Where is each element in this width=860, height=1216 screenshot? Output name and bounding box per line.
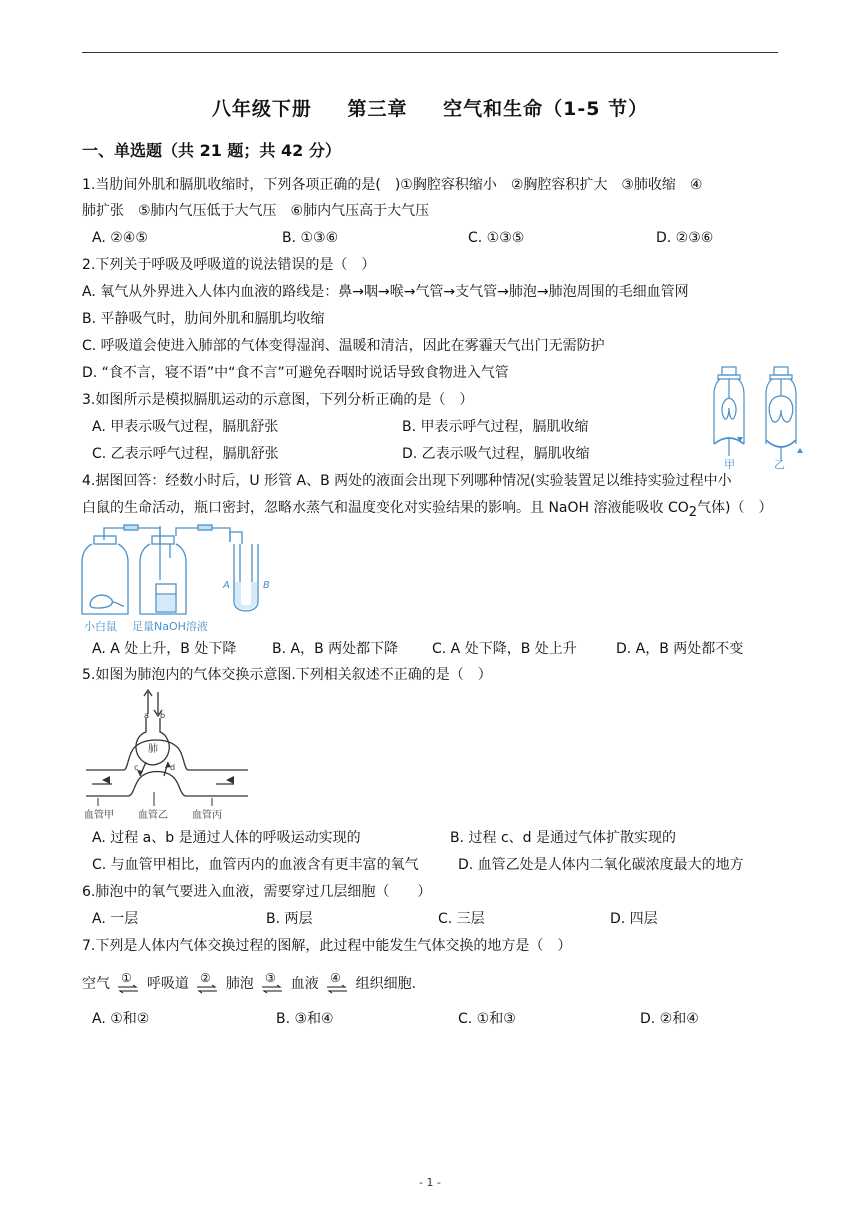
q5-options-row1 xyxy=(92,825,782,851)
fig4-label-b: B xyxy=(263,580,270,591)
q3-option-b[interactable]: B. 甲表示呼气过程，膈肌收缩 xyxy=(402,419,589,435)
fig5-label-vessel-jia: 血管甲 xyxy=(84,810,114,820)
fig5-label-vessel-yi: 血管乙 xyxy=(138,810,168,820)
q1-option-a[interactable]: A. ②④⑤ xyxy=(92,230,148,246)
q7-chain-airway: 呼吸道 xyxy=(146,976,189,992)
q3-option-c[interactable]: C. 乙表示呼气过程，膈肌舒张 xyxy=(92,446,279,462)
q6-option-b[interactable]: B. 两层 xyxy=(266,911,313,927)
fig4-label-mouse: 小白鼠 xyxy=(84,620,117,633)
q4-stem-line1: 4.据图回答：经数小时后，U 形管 A、B 两处的液面会出现下列哪种情况(实验装置足以维持实验过程中小 xyxy=(82,473,732,489)
q1-option-b[interactable]: B. ①③⑥ xyxy=(282,230,339,246)
q4-co2-subscript: 2 xyxy=(688,504,698,520)
title-chapter: 第三章 xyxy=(347,98,408,120)
q7-arrow-4-num: ④ xyxy=(330,971,341,985)
q7-chain-tissue-cells: 组织细胞. xyxy=(355,976,417,992)
q3-options-row2 xyxy=(92,441,692,467)
q7-chain-alveolus: 肺泡 xyxy=(225,976,254,992)
q1-stem-line2: 肺扩张 ⑤肺内气压低于大气压 ⑥肺内气压高于大气压 xyxy=(82,203,430,219)
q2-stem: 2.下列关于呼吸及呼吸道的说法错误的是（ ） xyxy=(82,257,376,273)
q5-stem: 5.如图为肺泡内的气体交换示意图.下列相关叙述不正确的是（ ） xyxy=(82,667,492,683)
q6-option-d[interactable]: D. 四层 xyxy=(610,911,658,927)
q5-option-c[interactable]: C. 与血管甲相比，血管丙内的血液含有更丰富的氧气 xyxy=(92,857,419,873)
q7-arrow-2-num: ② xyxy=(200,971,212,985)
fig5-label-vessel-bing: 血管丙 xyxy=(192,810,222,820)
q6-option-c[interactable]: C. 三层 xyxy=(438,911,485,927)
fig5-label-lung: 肺 xyxy=(148,744,158,755)
q1-option-c[interactable]: C. ①③⑤ xyxy=(468,230,525,246)
q7-arrow-2 xyxy=(195,971,219,997)
q2-option-d[interactable]: D. “食不言，寝不语”中“食不言”可避免吞咽时说话导致食物进入气管 xyxy=(82,365,509,381)
q3-option-d[interactable]: D. 乙表示吸气过程，膈肌收缩 xyxy=(402,446,590,462)
q7-arrow-1 xyxy=(116,971,140,997)
q2-option-b[interactable]: B. 平静吸气时，肋间外肌和膈肌均收缩 xyxy=(82,311,325,327)
q7-option-d[interactable]: D. ②和④ xyxy=(640,1011,699,1027)
fig3-label-yi: 乙 xyxy=(774,458,785,470)
q7-option-b[interactable]: B. ③和④ xyxy=(276,1011,334,1027)
q7-option-a[interactable]: A. ①和② xyxy=(92,1011,150,1027)
q4-option-a[interactable]: A. A 处上升，B 处下降 xyxy=(92,641,237,657)
q7-arrow-3 xyxy=(260,971,284,997)
section-heading: 一、单选题（共 21 题；共 42 分） xyxy=(82,141,341,160)
q2-option-a[interactable]: A. 氧气从外界进入人体内血液的路线是：鼻→咽→喉→气管→支气管→肺泡→肺泡周围的毛细血管网 xyxy=(82,284,689,300)
q3-stem: 3.如图所示是模拟膈肌运动的示意图，下列分析正确的是（ ） xyxy=(82,392,474,408)
fig5-label-d: d xyxy=(170,763,176,772)
page-title xyxy=(0,94,860,121)
q7-arrow-1-num: ① xyxy=(121,971,133,985)
q7-option-c[interactable]: C. ①和③ xyxy=(458,1011,516,1027)
q7-chain-blood: 血液 xyxy=(290,976,319,992)
fig5-label-b: b xyxy=(160,711,166,720)
q5-option-d[interactable]: D. 血管乙处是人体内二氧化碳浓度最大的地方 xyxy=(458,857,744,873)
q1-option-d[interactable]: D. ②③⑥ xyxy=(656,230,714,246)
q4-option-b[interactable]: B. A，B 两处都下降 xyxy=(272,641,399,657)
q4-option-d[interactable]: D. A，B 两处都不变 xyxy=(616,641,744,657)
q3-option-a[interactable]: A. 甲表示吸气过程，膈肌舒张 xyxy=(92,419,279,435)
q5-options-row2 xyxy=(92,852,782,878)
q6-options xyxy=(92,906,782,932)
q7-stem: 7.下列是人体内气体交换过程的图解，此过程中能发生气体交换的地方是（ ） xyxy=(82,938,572,954)
fig4-label-naoh: 足量NaOH溶液 xyxy=(132,620,208,633)
fig3-label-jia: 甲 xyxy=(724,458,735,470)
respiration-apparatus-figure xyxy=(80,522,300,634)
q1-stem-line1: 1.当肋间外肌和膈肌收缩时，下列各项正确的是( )①胸腔容积缩小 ②胸腔容积扩大 ③肺收缩 ④ xyxy=(82,177,703,193)
header-rule xyxy=(82,52,778,53)
q2-option-c[interactable]: C. 呼吸道会使进入肺部的气体变得湿润、温暖和清洁，因此在雾霾天气出门无需防护 xyxy=(82,338,605,354)
q3-options-row1 xyxy=(92,414,692,440)
q1-options xyxy=(92,225,782,251)
q7-arrow-3-num: ③ xyxy=(265,971,277,985)
q6-option-a[interactable]: A. 一层 xyxy=(92,911,139,927)
q6-stem: 6.肺泡中的氧气要进入血液，需要穿过几层细胞（ ） xyxy=(82,884,432,900)
fig5-label-c: c xyxy=(134,763,139,772)
q4-stem-line2b: 气体)（ ） xyxy=(697,500,773,516)
q5-option-a[interactable]: A. 过程 a、b 是通过人体的呼吸运动实现的 xyxy=(92,830,361,846)
q5-option-b[interactable]: B. 过程 c、d 是通过气体扩散实现的 xyxy=(450,830,676,846)
q7-chain-air: 空气 xyxy=(82,976,110,992)
alveolus-exchange-figure xyxy=(84,688,254,820)
q4-options xyxy=(92,636,782,662)
title-topic: 空气和生命（1-5 节） xyxy=(443,98,649,120)
q7-exchange-chain xyxy=(82,970,416,998)
title-grade: 八年级下册 xyxy=(211,98,312,120)
diaphragm-model-figure xyxy=(712,362,814,470)
q4-stem-line2a: 白鼠的生命活动，瓶口密封，忽略水蒸气和温度变化对实验结果的影响。且 NaOH 溶液能吸收 CO xyxy=(82,500,689,516)
q4-option-c[interactable]: C. A 处下降，B 处上升 xyxy=(432,641,577,657)
q7-arrow-4 xyxy=(325,971,349,997)
fig5-label-a: a xyxy=(144,711,149,720)
fig4-label-a: A xyxy=(223,580,230,591)
q7-options xyxy=(92,1006,782,1032)
page-number: - 1 - xyxy=(419,1176,441,1189)
